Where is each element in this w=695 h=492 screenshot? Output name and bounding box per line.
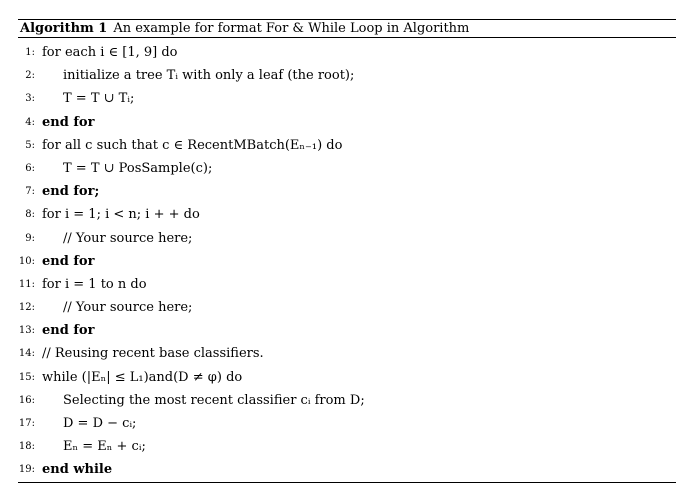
line-text: Eₙ = Eₙ + cᵢ;	[63, 439, 146, 455]
line-number: 4:	[25, 116, 35, 128]
algorithm-line-13	[18, 321, 676, 344]
line-number: 12:	[18, 302, 35, 314]
line-text: for each i ∈ [1, 9] do	[42, 45, 178, 60]
line-number: 6:	[25, 162, 35, 174]
line-text: D = D − cᵢ;	[63, 416, 137, 431]
algorithm-line-14	[18, 344, 676, 367]
algorithm-line-6	[18, 159, 676, 182]
line-number: 9:	[25, 232, 35, 244]
algorithm-caption	[18, 20, 676, 37]
line-number: 10:	[18, 255, 35, 267]
line-text: // Your source here;	[63, 300, 193, 316]
algorithm-line-11	[18, 275, 676, 298]
line-number: 3:	[25, 93, 35, 105]
line-text: for i = 1; i < n; i + + do	[42, 207, 200, 223]
line-number: 15:	[18, 371, 35, 383]
line-text: for all c such that c ∈ RecentMBatch(Eₙ₋₁) do	[42, 137, 343, 153]
line-number: 19:	[18, 464, 35, 476]
line-text: end for	[42, 323, 95, 339]
line-number: 13:	[18, 325, 35, 337]
line-text: while (|Eₙ| ≤ L₁)and(D ≠ φ) do	[42, 369, 243, 385]
algorithm-line-10	[18, 252, 676, 275]
algorithm-line-15	[18, 368, 676, 391]
algorithm-line-1	[18, 43, 676, 66]
algorithm-line-5	[18, 136, 676, 159]
line-number: 14:	[18, 348, 35, 360]
line-number: 8:	[25, 209, 35, 221]
algorithm-line-4	[18, 113, 676, 136]
algorithm-line-12	[18, 298, 676, 321]
line-text: end for	[42, 253, 95, 269]
algorithm-label: Algorithm 1	[20, 21, 108, 36]
line-text: end for;	[42, 184, 100, 200]
line-number: 5:	[25, 139, 35, 151]
line-text: T = T ∪ PosSample(c);	[63, 160, 213, 176]
algorithm-line-8	[18, 205, 676, 228]
algorithm-line-7	[18, 182, 676, 205]
line-number: 1:	[25, 47, 35, 58]
line-text: for i = 1 to n do	[42, 276, 147, 292]
algorithm-line-16	[18, 391, 676, 414]
line-text: Selecting the most recent classifier cᵢ from D;	[63, 392, 365, 408]
line-text: end while	[42, 462, 113, 478]
line-number: 2:	[25, 70, 35, 82]
line-number: 7:	[25, 186, 35, 198]
algorithm-line-9	[18, 229, 676, 252]
algorithm-line-3	[18, 89, 676, 112]
algorithm-line-2	[18, 66, 676, 89]
algorithm-line-18	[18, 437, 676, 460]
line-text: initialize a tree Tᵢ with only a leaf (the root);	[63, 68, 355, 84]
line-number: 16:	[18, 394, 35, 406]
algorithm-block	[18, 19, 676, 483]
algorithm-line-17	[18, 414, 676, 437]
line-text: // Reusing recent base classifiers.	[42, 346, 264, 362]
line-number: 18:	[18, 441, 35, 453]
line-text: // Your source here;	[63, 230, 193, 246]
algorithm-line-19	[18, 460, 676, 483]
line-number: 17:	[18, 418, 35, 429]
algorithm-title: An example for format For & While Loop in Algorithm	[113, 21, 470, 36]
line-text: T = T ∪ Tᵢ;	[63, 91, 135, 107]
algorithm-lines	[18, 38, 676, 484]
line-text: end for	[42, 114, 95, 130]
line-number: 11:	[18, 278, 35, 290]
